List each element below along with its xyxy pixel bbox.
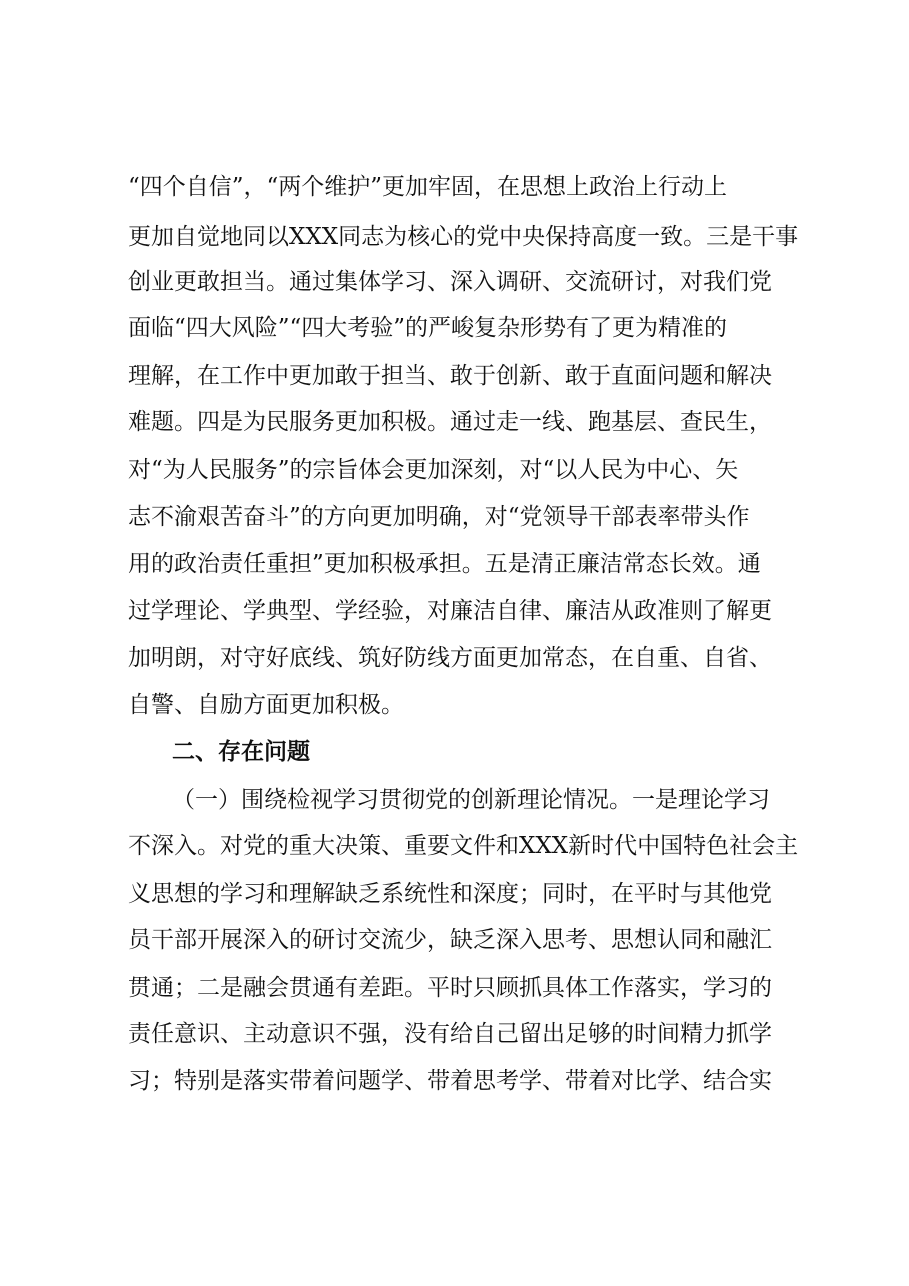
paragraph-2-line-6: 责任意识、主动意识不强，没有给自己留出足够的时间精力抓学: [128, 1021, 772, 1047]
paragraph-2-line-3: 义思想的学习和理解缺乏系统性和深度；同时，在平时与其他党: [128, 881, 772, 907]
paragraph-1-line-10: 过学理论、学典型、学经验，对廉洁自律、廉洁从政准则了解更: [128, 598, 772, 624]
paragraph-1-line-11: 加明朗，对守好底线、筑好防线方面更加常态，在自重、自省、: [128, 645, 772, 671]
paragraph-2-line-5: 贯通；二是融会贯通有差距。平时只顾抓具体工作落实，学习的: [128, 975, 772, 1001]
paragraph-2-line-4: 员干部开展深入的研讨交流少，缺乏深入思考、思想认同和融汇: [128, 927, 772, 953]
paragraph-2-line-1: （一）围绕检视学习贯彻党的创新理论情况。一是理论学习: [172, 787, 770, 813]
paragraph-1-line-3: 创业更敢担当。通过集体学习、深入调研、交流研讨，对我们党: [128, 269, 772, 295]
section-heading: 二、存在问题: [172, 739, 310, 765]
paragraph-2-line-2: 不深入。对党的重大决策、重要文件和XXX新时代中国特色社会主: [128, 833, 799, 859]
paragraph-2-line-7: 习；特别是落实带着问题学、带着思考学、带着对比学、结合实: [128, 1068, 772, 1094]
paragraph-1-line-1: “四个自信”，“两个维护”更加牢固，在思想上政治上行动上: [128, 174, 728, 200]
paragraph-1-line-8: 志不渝艰苦奋斗”的方向更加明确，对“党领导干部表率带头作: [128, 504, 750, 530]
paragraph-1-line-7: 对“为人民服务”的宗旨体会更加深刻，对“以人民为中心、矢: [128, 457, 739, 483]
paragraph-1-line-2: 更加自觉地同以XXX同志为核心的党中央保持高度一致。三是干事: [128, 224, 799, 250]
paragraph-1-line-9: 用的政治责任重担”更加积极承担。五是清正廉洁常态长效。通: [128, 551, 761, 577]
paragraph-1-line-12: 自警、自励方面更加积极。: [128, 692, 404, 718]
paragraph-1-line-6: 难题。四是为民服务更加积极。通过走一线、跑基层、查民生，: [128, 409, 772, 435]
paragraph-1-line-5: 理解，在工作中更加敢于担当、敢于创新、敢于直面问题和解决: [128, 363, 772, 389]
paragraph-1-line-4: 面临“四大风险”“四大考验”的严峻复杂形势有了更为精准的: [128, 315, 728, 341]
